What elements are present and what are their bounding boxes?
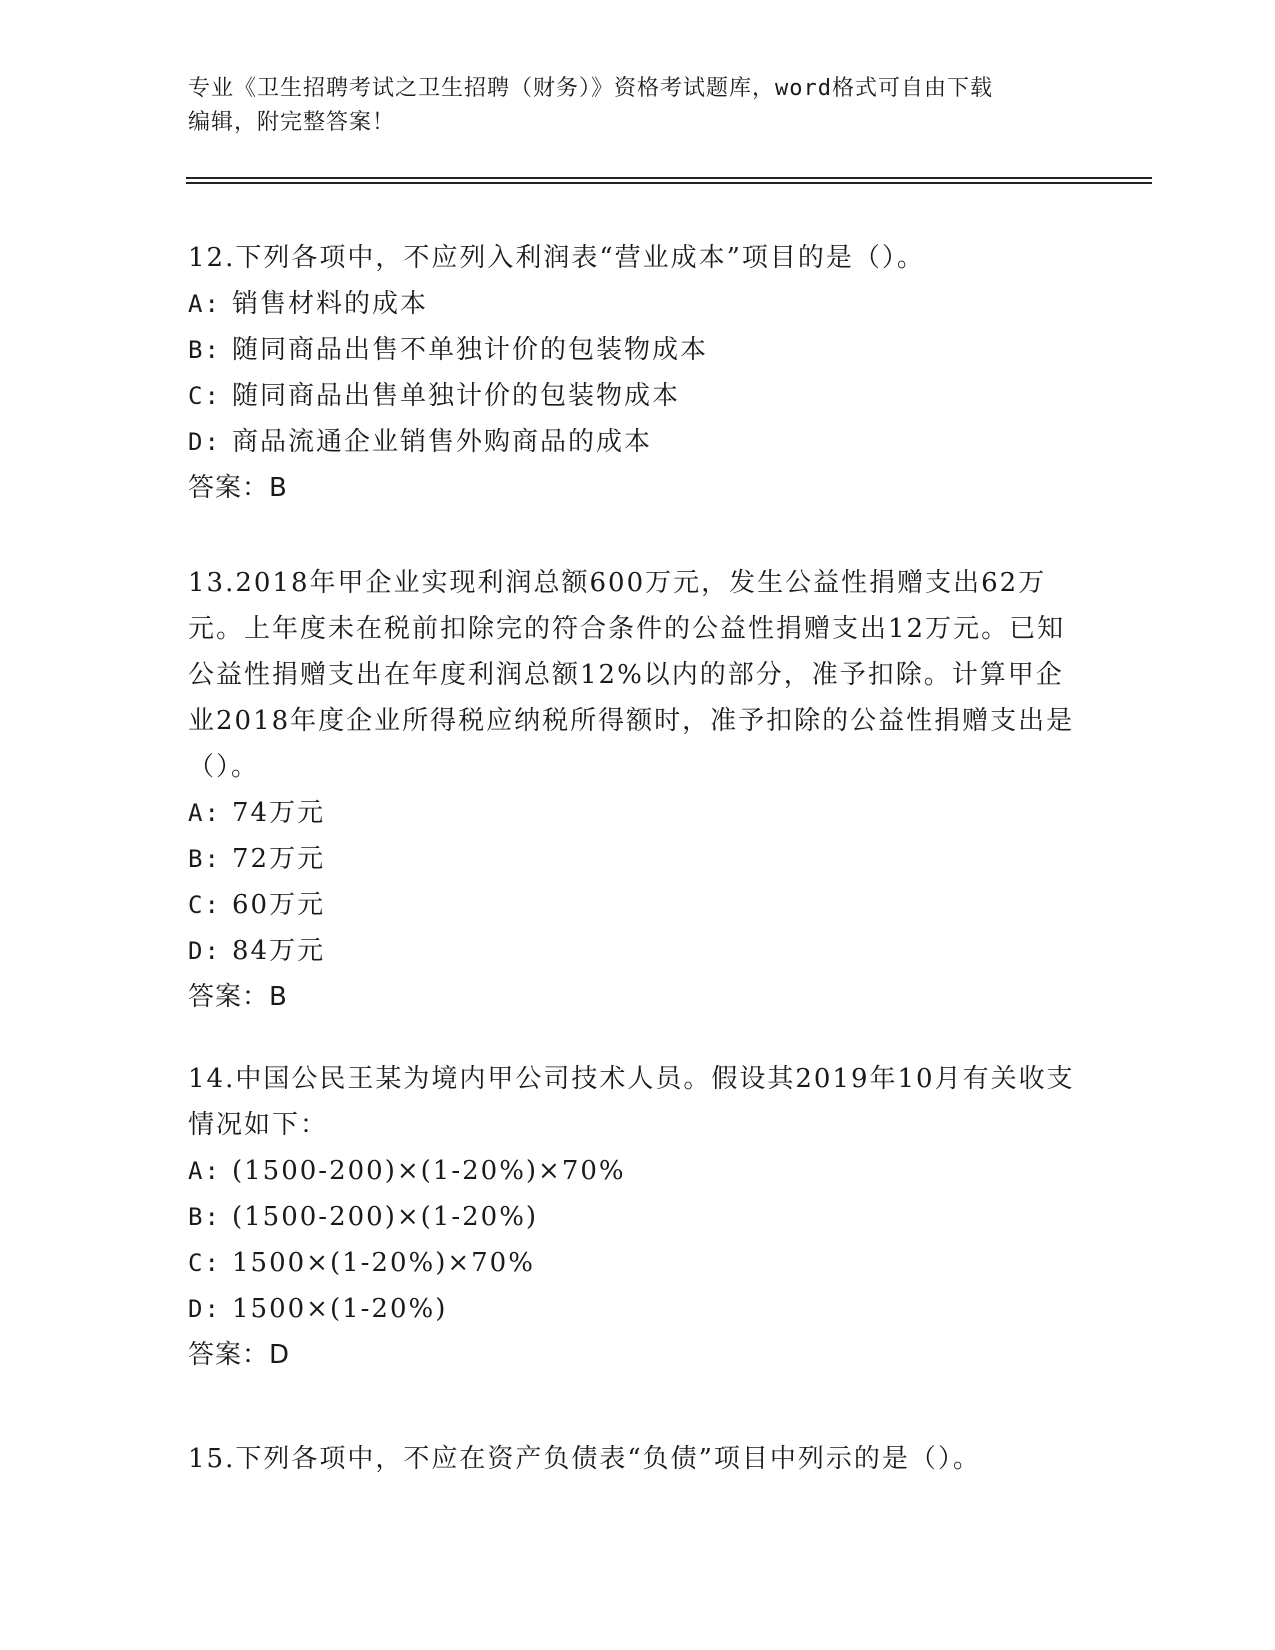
option-label: B: [188, 1203, 221, 1231]
option-a [188, 1148, 1078, 1194]
option-label: A: [188, 799, 221, 827]
option-a [188, 281, 1078, 327]
document-header [188, 72, 1088, 140]
option-b [188, 1194, 1078, 1240]
option-text: (1500-200)×(1-20%) [232, 1202, 539, 1232]
header-divider-bottom [186, 182, 1152, 184]
option-label: D: [188, 937, 221, 965]
option-text: (1500-200)×(1-20%)×70% [232, 1156, 626, 1186]
answer: 答案：D [188, 1340, 291, 1370]
option-c [188, 1240, 1078, 1286]
option-label: D: [188, 428, 221, 456]
question-stem: 15.下列各项中，不应在资产负债表“负债”项目中列示的是（）。 [188, 1444, 981, 1474]
option-text: 60万元 [232, 890, 326, 920]
option-d [188, 1286, 1078, 1332]
question-stem: 14.中国公民王某为境内甲公司技术人员。假设其2019年10月有关收支情况如下： [188, 1064, 1075, 1140]
header-divider-top [186, 177, 1152, 179]
option-a [188, 790, 1078, 836]
answer: 答案：B [188, 982, 288, 1012]
option-text: 随同商品出售不单独计价的包装物成本 [232, 335, 709, 365]
option-label: A: [188, 290, 221, 318]
question-13 [188, 560, 1078, 1020]
answer: 答案：B [188, 473, 288, 503]
question-stem: 12.下列各项中，不应列入利润表“营业成本”项目的是（）。 [188, 243, 925, 273]
option-label: A: [188, 1157, 221, 1185]
option-label: C: [188, 382, 221, 410]
option-c [188, 373, 1078, 419]
question-12 [188, 235, 1078, 511]
option-text: 销售材料的成本 [232, 289, 429, 319]
option-text: 商品流通企业销售外购商品的成本 [232, 427, 653, 457]
option-label: B: [188, 336, 221, 364]
option-text: 84万元 [232, 936, 326, 966]
option-label: C: [188, 1249, 221, 1277]
option-d [188, 928, 1078, 974]
option-label: D: [188, 1295, 221, 1323]
question-14 [188, 1056, 1078, 1378]
question-stem: 13.2018年甲企业实现利润总额600万元，发生公益性捐赠支出62万元。上年度未在税前扣除完的符合条件的公益性捐赠支出12万元。已知公益性捐赠支出在年度利润总额12%以内的部分，准予扣除。计算甲企业2018年度企业所得税应纳税所得额时，准予扣除的公益性捐赠支出是（）。 [188, 568, 1075, 782]
header-line-1: 专业《卫生招聘考试之卫生招聘（财务）》资格考试题库，word格式可自由下载 [188, 76, 993, 101]
option-text: 1500×(1-20%)×70% [232, 1248, 535, 1278]
option-d [188, 419, 1078, 465]
option-label: C: [188, 891, 221, 919]
option-label: B: [188, 845, 221, 873]
option-text: 1500×(1-20%) [232, 1294, 448, 1324]
option-b [188, 836, 1078, 882]
option-text: 随同商品出售单独计价的包装物成本 [232, 381, 681, 411]
option-text: 74万元 [232, 798, 326, 828]
question-15 [188, 1436, 1078, 1482]
option-b [188, 327, 1078, 373]
option-text: 72万元 [232, 844, 326, 874]
header-line-2: 编辑，附完整答案！ [188, 110, 396, 135]
option-c [188, 882, 1078, 928]
